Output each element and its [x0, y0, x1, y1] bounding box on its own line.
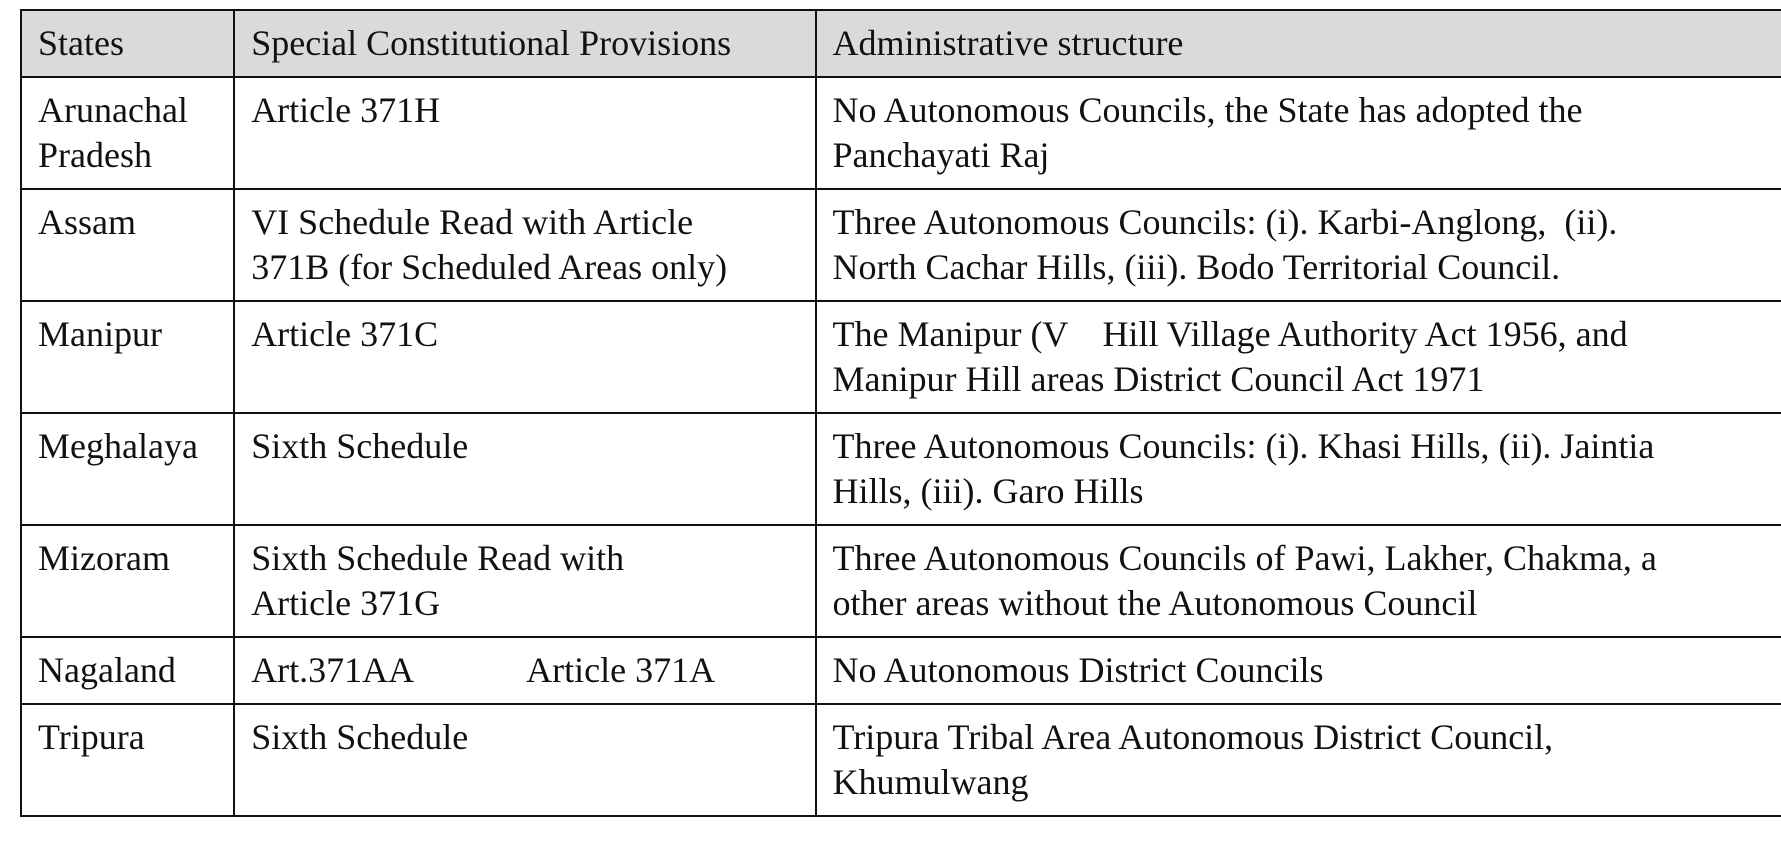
provisions-line-empty: [251, 760, 800, 805]
cell-state: [21, 637, 234, 704]
table-row: [21, 704, 1781, 816]
admin-line: Three Autonomous Councils of Pawi, Lakher, Chakma, a: [832, 538, 1657, 578]
provisions-line: 371B (for Scheduled Areas only): [251, 247, 728, 287]
state-line: Arunachal: [38, 90, 188, 130]
provisions-line: Article 371C: [251, 314, 439, 354]
provisions-line: Article 371G: [251, 583, 441, 623]
table-row: [21, 637, 1781, 704]
provisions-line: Sixth Schedule: [251, 426, 469, 466]
provisions-line: [251, 648, 800, 693]
cell-provisions: [234, 301, 815, 413]
admin-line: Tripura Tribal Area Autonomous District Council,: [832, 717, 1554, 757]
cell-state: [21, 77, 234, 189]
provisions-line-empty: [251, 357, 800, 402]
table-row: [21, 301, 1781, 413]
cell-provisions: [234, 189, 815, 301]
cell-admin: [816, 301, 1781, 413]
admin-line: Hills, (iii). Garo Hills: [832, 471, 1144, 511]
state-line: Meghalaya: [38, 426, 198, 466]
table-row: [21, 189, 1781, 301]
header-provisions: Special Constitutional Provisions: [234, 10, 815, 77]
admin-line: other areas without the Autonomous Council: [832, 583, 1478, 623]
state-line: Nagaland: [38, 650, 176, 690]
admin-part: Hill Village Authority Act 1956, and: [1102, 314, 1628, 354]
state-line: Assam: [38, 202, 136, 242]
provisions-line: VI Schedule Read with Article: [251, 202, 694, 242]
cell-provisions: [234, 77, 815, 189]
table-header-row: [21, 10, 1781, 77]
cell-state: [21, 413, 234, 525]
admin-line: Three Autonomous Councils: (i). Karbi-Anglong, (ii).: [832, 202, 1618, 242]
cell-admin: [816, 77, 1781, 189]
provisions-line: Sixth Schedule: [251, 717, 469, 757]
cell-admin: [816, 189, 1781, 301]
cell-admin: [816, 704, 1781, 816]
admin-line: [833, 312, 1768, 357]
cell-state: [21, 525, 234, 637]
state-line: Tripura: [38, 717, 145, 757]
cell-provisions: [234, 525, 815, 637]
states-provisions-table: [20, 9, 1781, 817]
admin-part: The Manipur (V: [832, 314, 1069, 354]
state-line: Manipur: [38, 314, 162, 354]
table-row: [21, 525, 1781, 637]
table-row: [21, 77, 1781, 189]
provisions-line-empty: [251, 469, 800, 514]
provisions-part: Art.371AA: [251, 650, 415, 690]
cell-admin: [816, 525, 1781, 637]
admin-line: North Cachar Hills, (iii). Bodo Territorial Council.: [832, 247, 1561, 287]
provisions-line: Article 371H: [251, 90, 441, 130]
state-line: Pradesh: [38, 135, 152, 175]
cell-state: [21, 301, 234, 413]
provisions-part: Article 371A: [526, 650, 716, 690]
admin-line: Manipur Hill areas District Council Act 1971: [832, 359, 1485, 399]
cell-provisions: [234, 637, 815, 704]
admin-line: Panchayati Raj: [832, 135, 1050, 175]
cell-provisions: [234, 704, 815, 816]
cell-admin: [816, 637, 1781, 704]
provisions-line-empty: [251, 133, 800, 178]
admin-line: Three Autonomous Councils: (i). Khasi Hills, (ii). Jaintia: [832, 426, 1655, 466]
cell-state: [21, 704, 234, 816]
table-row: [21, 413, 1781, 525]
header-states: States: [21, 10, 234, 77]
admin-line: No Autonomous District Councils: [832, 650, 1324, 690]
cell-admin: [816, 413, 1781, 525]
provisions-line: Sixth Schedule Read with: [251, 538, 625, 578]
state-line: Mizoram: [38, 538, 170, 578]
cell-state: [21, 189, 234, 301]
header-admin-structure: Administrative structure: [816, 10, 1781, 77]
cell-provisions: [234, 413, 815, 525]
admin-line: No Autonomous Councils, the State has adopted the: [832, 90, 1583, 130]
admin-line: Khumulwang: [832, 762, 1029, 802]
